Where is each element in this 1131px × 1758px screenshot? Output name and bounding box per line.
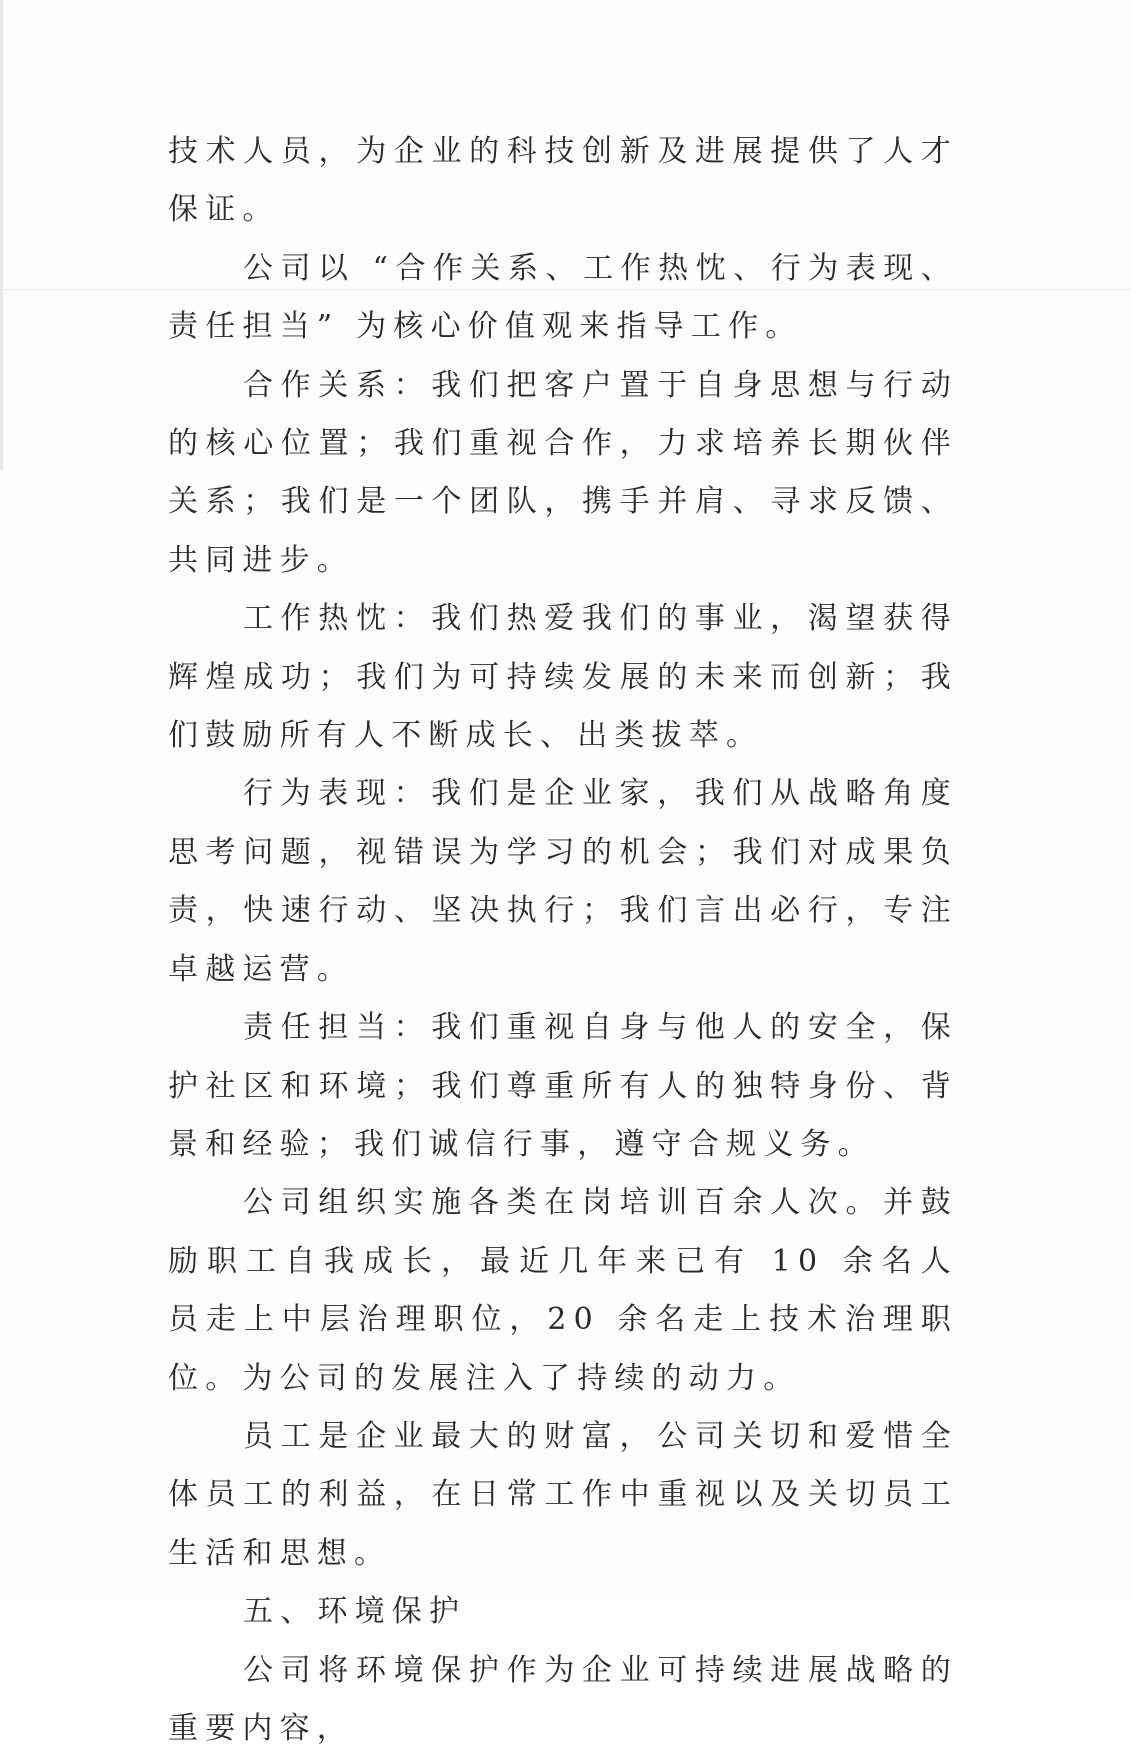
paragraph-enthusiasm: 工作热忱：我们热爱我们的事业，渴望获得辉煌成功；我们为可持续发展的未来而创新；我们鼓励所有人不断成长、出类拔萃。 <box>168 601 958 754</box>
paragraph-talent: 技术人员，为企业的科技创新及进展提供了人才保证。 <box>168 134 958 228</box>
paragraph-employees: 员工是企业最大的财富，公司关切和爱惜全体员工的利益，在日常工作中重视以及关切员工生活和思想。 <box>168 1418 958 1571</box>
paragraph-cooperation: 合作关系：我们把客户置于自身思想与行动的核心位置；我们重视合作，力求培养长期伙伴关系；我们是一个团队，携手并肩、寻求反馈、共同进步。 <box>168 367 958 578</box>
paragraph-core-values: 公司以 “合作关系、工作热忱、行为表现、责任担当” 为核心价值观来指导工作。 <box>168 250 958 345</box>
paragraph-training: 公司组织实施各类在岗培训百余人次。并鼓励职工自我成长，最近几年来已有 10 余名人员走上中层治理职位，20 余名走上技术治理职位。为公司的发展注入了持续的动力。 <box>168 1185 958 1396</box>
document-body <box>168 123 958 1758</box>
paragraph-environment: 公司将环境保护作为企业可持续进展战略的重要内容， <box>168 1652 958 1746</box>
scan-edge-shadow <box>0 0 3 470</box>
section-heading-environment: 五、环境保护 <box>243 1594 467 1630</box>
paragraph-responsibility: 责任担当：我们重视自身与他人的安全，保护社区和环境；我们尊重所有人的独特身份、背景和经验；我们诚信行事，遵守合规义务。 <box>168 1010 958 1162</box>
paragraph-performance: 行为表现：我们是企业家，我们从战略角度思考问题，视错误为学习的机会；我们对成果负责，快速行动、坚决执行；我们言出必行，专注卓越运营。 <box>168 776 958 987</box>
